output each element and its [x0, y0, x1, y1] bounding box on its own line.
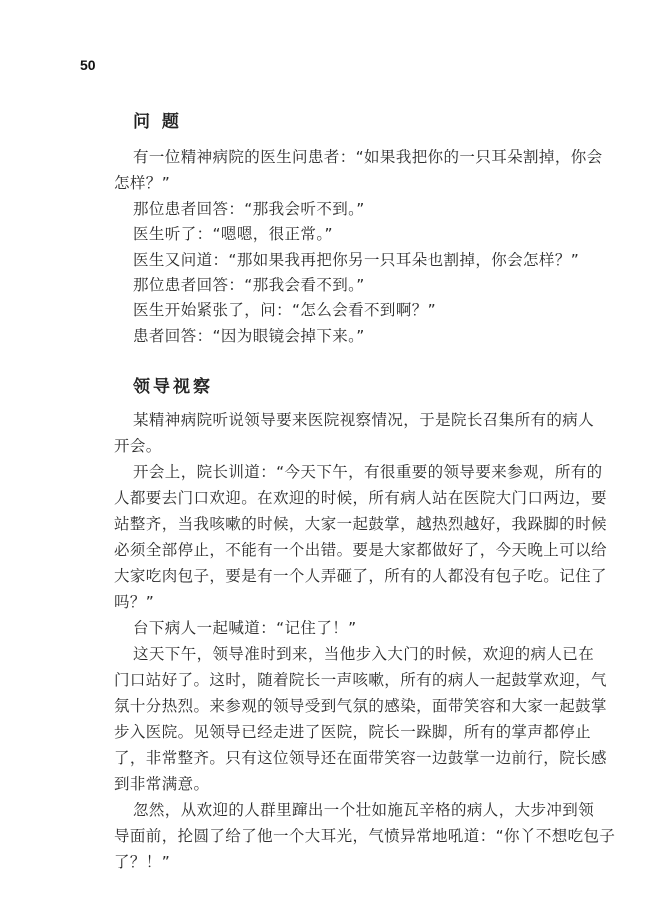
paragraph-line: 那位患者回答：“那我会看不到。”: [133, 276, 365, 294]
paragraph-line: 医生听了：“嗯嗯，很正常。”: [133, 225, 333, 243]
section-title-question: 问 题: [133, 112, 182, 132]
paragraph-line: 有一位精神病院的医生问患者：“如果我把你的一只耳朵割掉，你会: [133, 148, 603, 166]
paragraph-line: 台下病人一起喊道：“记住了！”: [133, 619, 357, 637]
paragraph-line: 了，非常整齐。只有这位领导还在面带笑容一边鼓掌一边前行，院长感: [114, 749, 607, 767]
paragraph-line: 这天下午，领导准时到来，当他步入大门的时候，欢迎的病人已在: [133, 645, 595, 663]
paragraph-line: 门口站好了。这时，随着院长一声咳嗽，所有的病人一起鼓掌欢迎，气: [114, 671, 607, 689]
paragraph-line: 了？！”: [114, 853, 171, 871]
paragraph-line: 必须全部停止，不能有一个出错。要是大家都做好了，今天晚上可以给: [114, 541, 607, 559]
paragraph-line: 某精神病院听说领导要来医院视察情况，于是院长召集所有的病人: [133, 411, 595, 429]
paragraph-line: 怎样？”: [114, 174, 171, 192]
paragraph-line: 氛十分热烈。来参观的领导受到气氛的感染，面带笑容和大家一起鼓掌: [114, 697, 607, 715]
paragraph-line: 那位患者回答：“那我会听不到。”: [133, 200, 365, 218]
paragraph-line: 患者回答：“因为眼镜会掉下来。”: [133, 327, 365, 345]
paragraph-line: 大家吃肉包子，要是有一个人弄砸了，所有的人都没有包子吃。记住了: [114, 567, 607, 585]
section-title-leader-inspection: 领导视察: [133, 377, 213, 397]
paragraph-line: 医生开始紧张了，问：“怎么会看不到啊？”: [133, 301, 437, 319]
paragraph-line: 开会。: [114, 437, 162, 455]
paragraph-line: 人都要去门口欢迎。在欢迎的时候，所有病人站在医院大门口两边，要: [114, 489, 607, 507]
paragraph-line: 医生又问道：“那如果我再把你另一只耳朵也割掉，你会怎样？”: [133, 251, 580, 269]
paragraph-line: 吗？”: [114, 593, 155, 611]
paragraph-line: 导面前，抡圆了给了他一个大耳光，气愤异常地吼道：“你丫不想吃包子: [114, 827, 616, 845]
paragraph-line: 步入医院。见领导已经走进了医院，院长一跺脚，所有的掌声都停止: [114, 723, 592, 741]
page-number: 50: [80, 57, 96, 73]
paragraph-line: 开会上，院长训道：“今天下午，有很重要的领导要来参观，所有的: [133, 463, 603, 481]
paragraph-line: 站整齐，当我咳嗽的时候，大家一起鼓掌，越热烈越好，我跺脚的时候: [114, 515, 607, 533]
paragraph-line: 到非常满意。: [114, 775, 210, 793]
paragraph-line: 忽然，从欢迎的人群里蹿出一个壮如施瓦辛格的病人，大步冲到领: [133, 801, 595, 819]
